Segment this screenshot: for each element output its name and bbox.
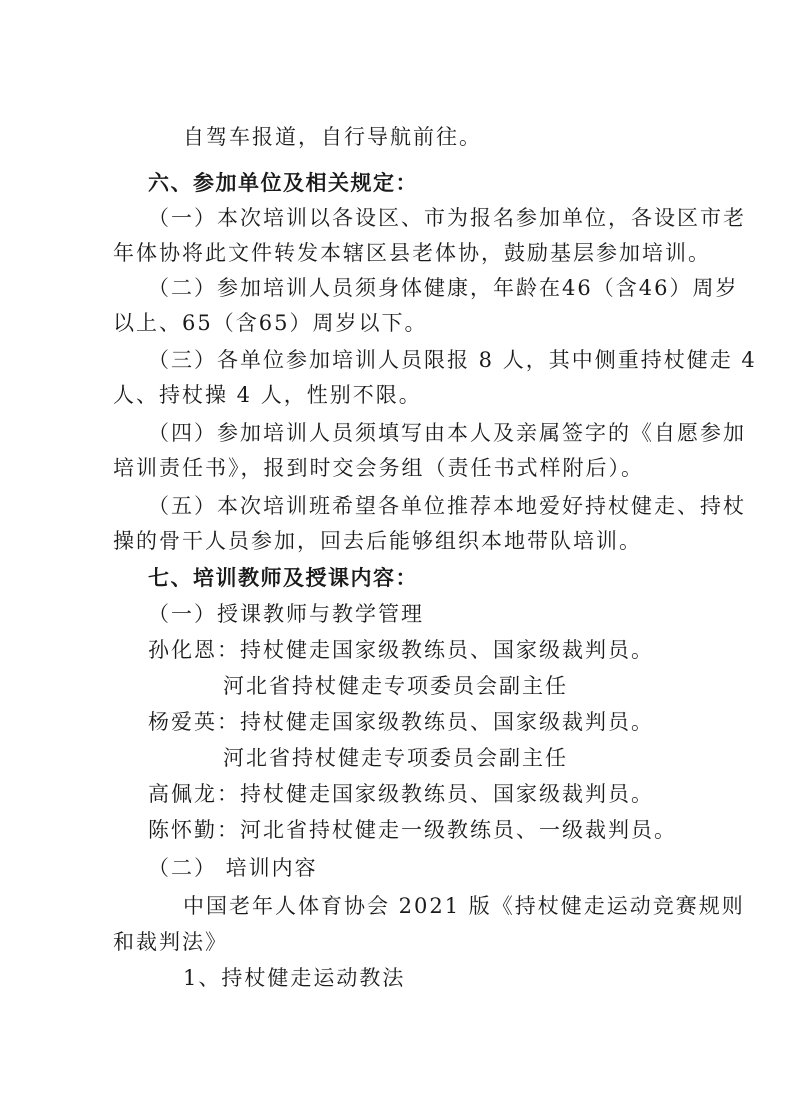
subheading-content: （二） 培训内容 bbox=[148, 856, 318, 880]
teacher-sun-huaen-title: 河北省持杖健走专项委员会副主任 bbox=[223, 674, 568, 698]
section-heading-6: 六、参加单位及相关规定： bbox=[148, 171, 418, 195]
content-item-1: 1、持杖健走运动教法 bbox=[183, 966, 406, 990]
teacher-sun-huaen: 孙化恩：持杖健走国家级教练员、国家级裁判员。 bbox=[148, 638, 654, 662]
paragraph-3-line-2: 人、持杖操 4 人，性别不限。 bbox=[113, 383, 422, 407]
text-line-transport: 自驾车报道，自行导航前往。 bbox=[183, 125, 482, 149]
teacher-yang-aiying-title: 河北省持杖健走专项委员会副主任 bbox=[223, 746, 568, 770]
subheading-teachers: （一）授课教师与教学管理 bbox=[148, 602, 424, 626]
content-rules-line-2: 和裁判法》 bbox=[113, 930, 228, 954]
paragraph-3-line-1: （三）各单位参加培训人员限报 8 人，其中侧重持杖健走 4 bbox=[148, 348, 757, 372]
content-rules-line-1: 中国老年人体育协会 2021 版《持杖健走运动竞赛规则 bbox=[183, 894, 745, 918]
paragraph-2-line-1: （二）参加培训人员须身体健康，年龄在46（含46）周岁 bbox=[148, 276, 739, 300]
paragraph-4-line-1: （四）参加培训人员须填写由本人及亲属签字的《自愿参加 bbox=[148, 421, 746, 445]
paragraph-1-line-2: 年体协将此文件转发本辖区县老体协，鼓励基层参加培训。 bbox=[113, 241, 711, 265]
teacher-chen-huaiqin: 陈怀勤：河北省持杖健走一级教练员、一级裁判员。 bbox=[148, 818, 677, 842]
paragraph-2-line-2: 以上、65（含65）周岁以下。 bbox=[113, 311, 428, 335]
paragraph-5-line-2: 操的骨干人员参加，回去后能够组织本地带队培训。 bbox=[113, 529, 642, 553]
paragraph-4-line-2: 培训责任书》，报到时交会务组（责任书式样附后）。 bbox=[113, 456, 644, 480]
teacher-yang-aiying: 杨爱英：持杖健走国家级教练员、国家级裁判员。 bbox=[148, 710, 654, 734]
paragraph-1-line-1: （一）本次培训以各设区、市为报名参加单位，各设区市老 bbox=[148, 206, 746, 230]
paragraph-5-line-1: （五）本次培训班希望各单位推荐本地爱好持杖健走、持杖 bbox=[148, 494, 746, 518]
section-heading-7: 七、培训教师及授课内容： bbox=[148, 566, 418, 590]
teacher-gao-peilong: 高佩龙：持杖健走国家级教练员、国家级裁判员。 bbox=[148, 782, 654, 806]
